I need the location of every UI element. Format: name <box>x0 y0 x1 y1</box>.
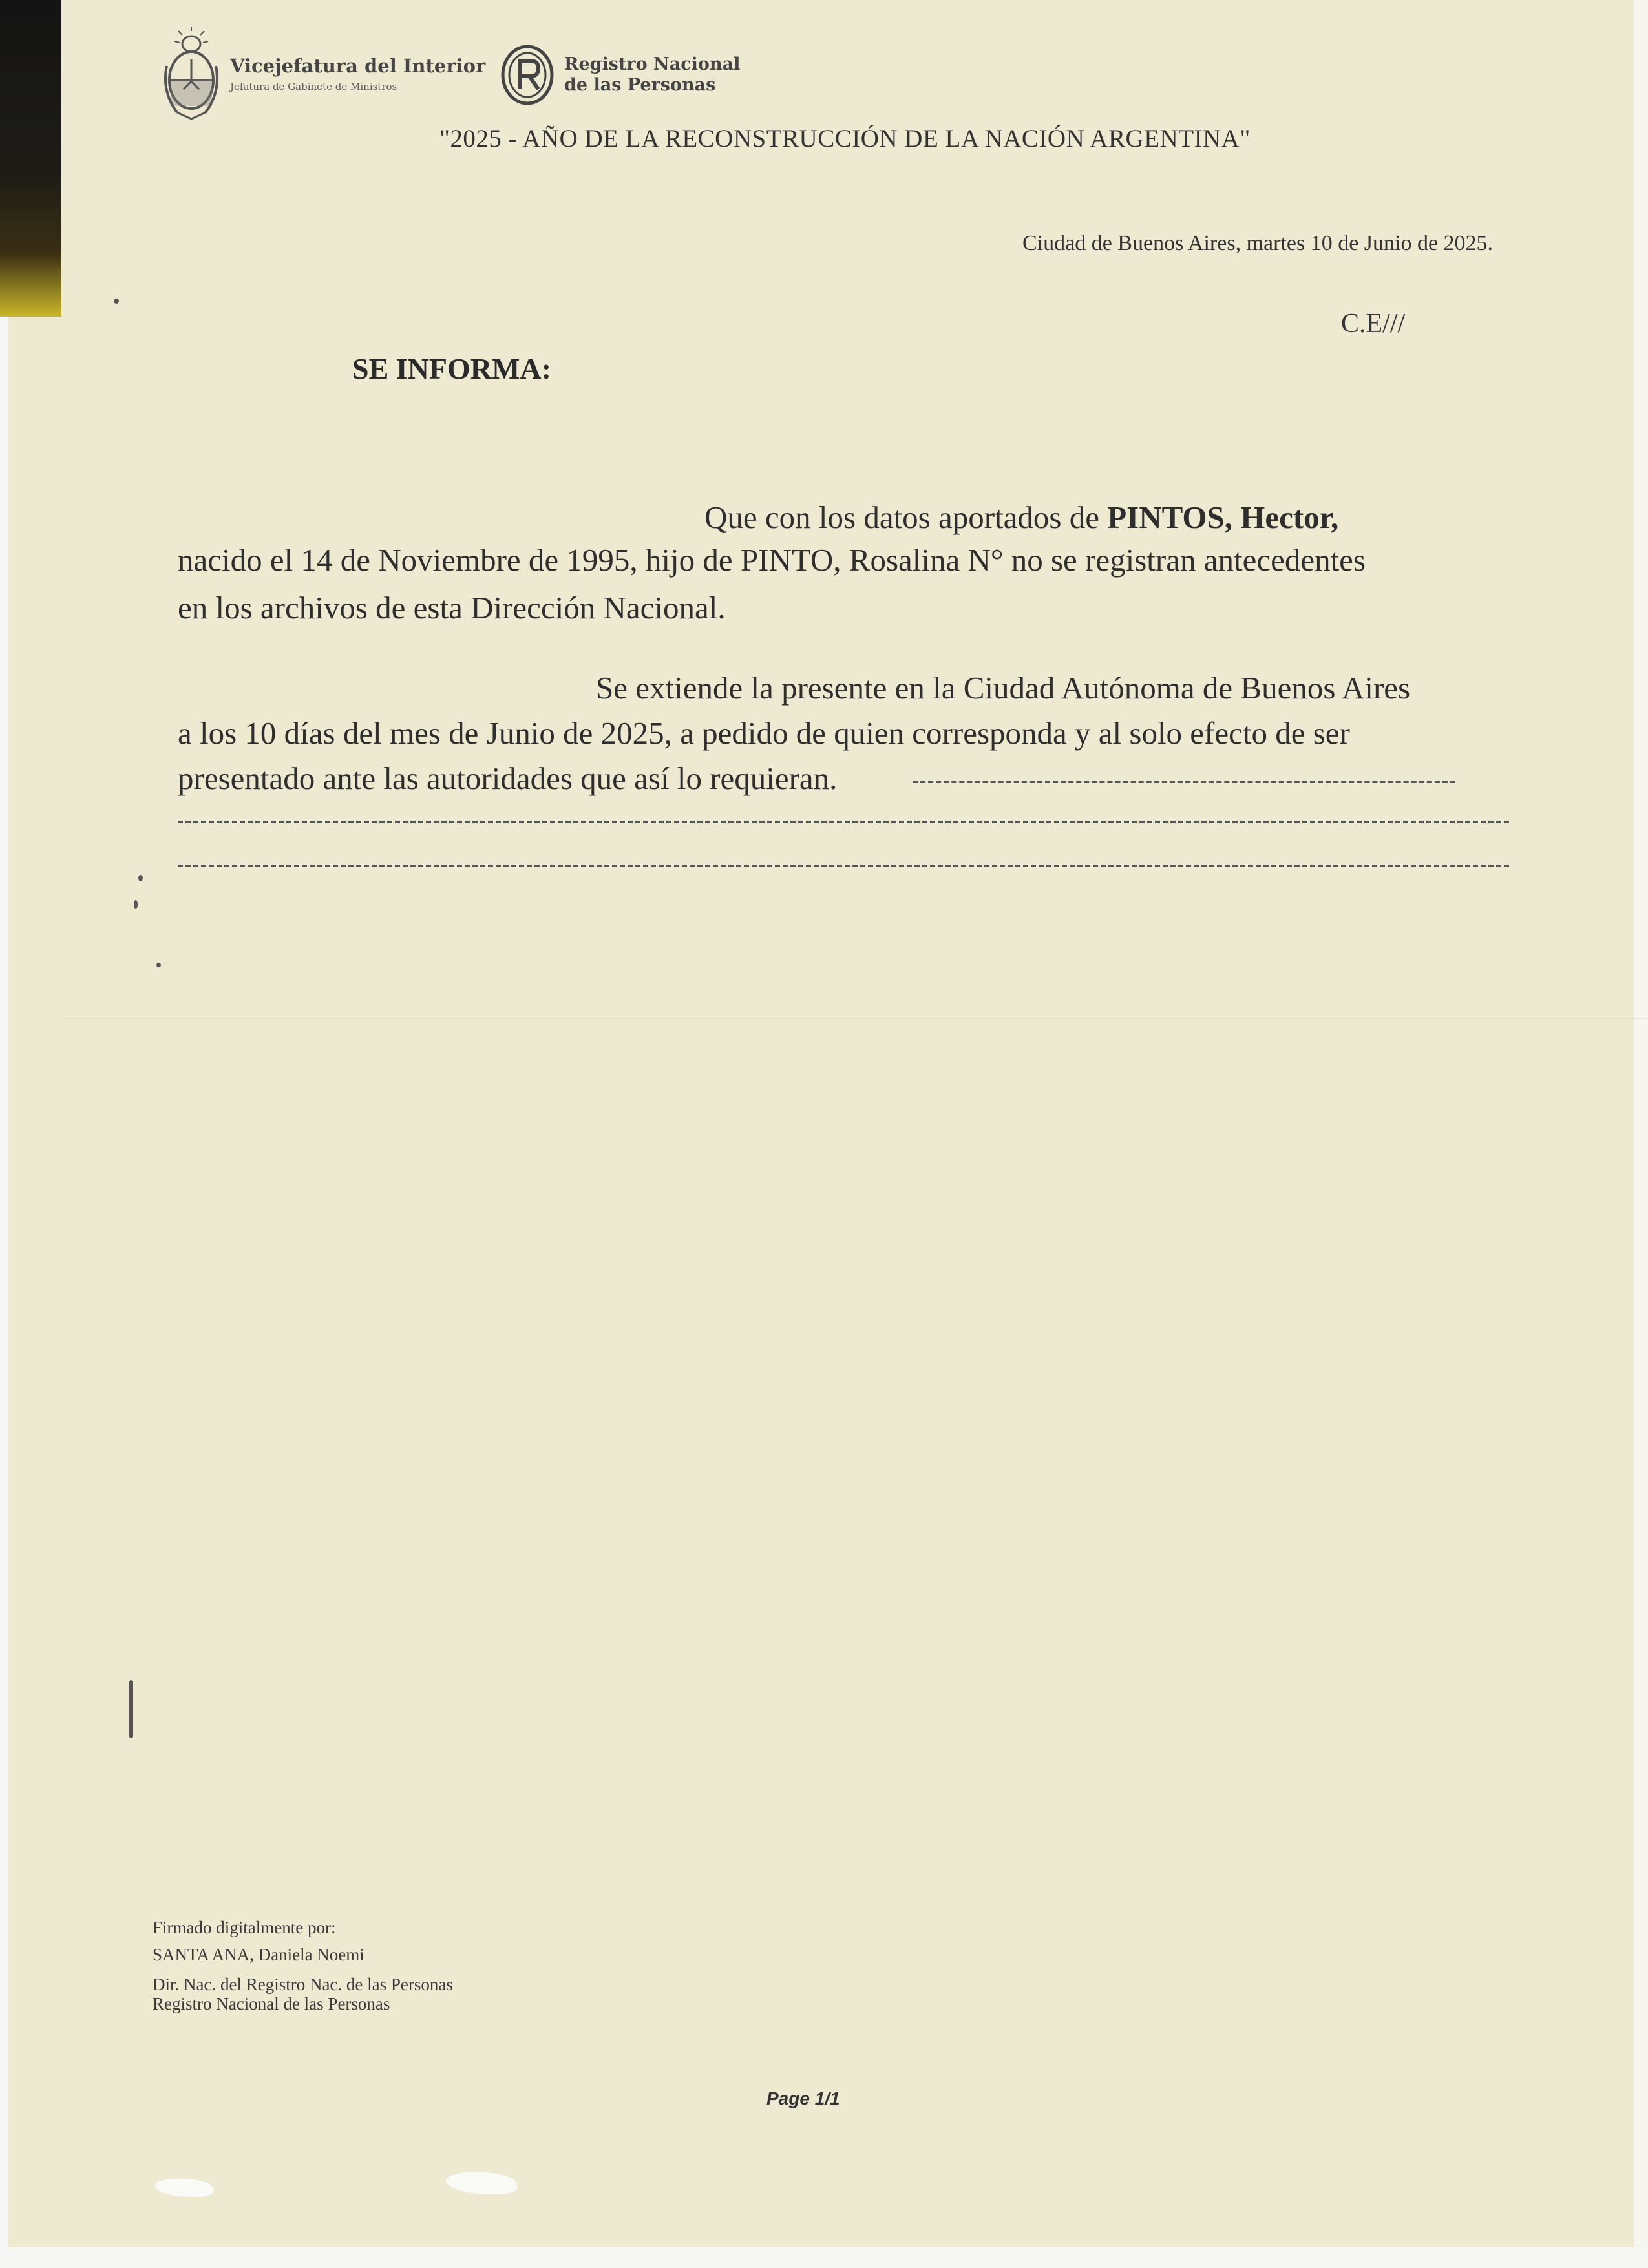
scan-speck <box>156 963 161 967</box>
paper-tear <box>155 2179 213 2197</box>
page-number: Page 1/1 <box>766 2088 840 2108</box>
scan-right-margin <box>1634 0 1648 2268</box>
signature-label: Firmado digitalmente por: <box>153 1918 336 1937</box>
paper-fold-line <box>61 1018 1648 1019</box>
signer-title: Dir. Nac. del Registro Nac. de las Personas <box>153 1975 453 1994</box>
org-main-name: Vicejefatura del Interior <box>230 54 486 77</box>
document-heading: SE INFORMA: <box>352 352 551 385</box>
signer-organization: Registro Nacional de las Personas <box>153 1994 390 2013</box>
paragraph1-line3: en los archivos de esta Dirección Nacional. <box>178 590 726 625</box>
scan-speck <box>129 1680 133 1738</box>
org-sub-name: Jefatura de Gabinete de Ministros <box>230 81 397 93</box>
scan-bottom-margin <box>0 2247 1648 2268</box>
scan-speck <box>138 875 143 881</box>
coat-of-arms-icon <box>162 27 221 121</box>
paragraph1-intro: Que con los datos aportados de <box>704 499 1108 535</box>
registry-name-line2: de las Personas <box>564 75 716 95</box>
document-date: Ciudad de Buenos Aires, martes 10 de Junio de 2025. <box>1022 231 1494 255</box>
dash-filler-line <box>913 781 1455 783</box>
scan-speck <box>134 900 138 909</box>
reference-code: C.E/// <box>1341 309 1406 339</box>
dash-filler-line <box>178 821 1509 823</box>
paragraph1-line1 <box>704 499 1338 536</box>
subject-name: PINTOS, Hector, <box>1107 499 1339 535</box>
paper-tear <box>446 2172 517 2194</box>
dash-filler-line <box>178 865 1509 867</box>
scan-edge-shadow <box>0 0 61 317</box>
scan-edge-margin <box>0 317 8 2268</box>
signer-name: SANTA ANA, Daniela Noemi <box>153 1945 364 1964</box>
year-motto: "2025 - AÑO DE LA RECONSTRUCCIÓN DE LA NACIÓN ARGENTINA" <box>439 125 1251 152</box>
scan-speck <box>114 299 119 304</box>
registry-logo <box>500 44 740 106</box>
paragraph2-line2: a los 10 días del mes de Junio de 2025, a pedido de quien corresponda y al solo efecto de ser <box>178 715 1350 751</box>
registry-seal-icon <box>500 44 555 106</box>
paragraph2-line3: presentado ante las autoridades que así lo requieran. <box>178 761 838 796</box>
paragraph2-line1: Se extiende la presente en la Ciudad Autónoma de Buenos Aires <box>596 670 1411 706</box>
interior-logo <box>162 27 485 121</box>
paragraph1-line2: nacido el 14 de Noviembre de 1995, hijo de PINTO, Rosalina N° no se registran antecedentes <box>178 542 1366 578</box>
registry-name-line1: Registro Nacional <box>564 54 741 74</box>
